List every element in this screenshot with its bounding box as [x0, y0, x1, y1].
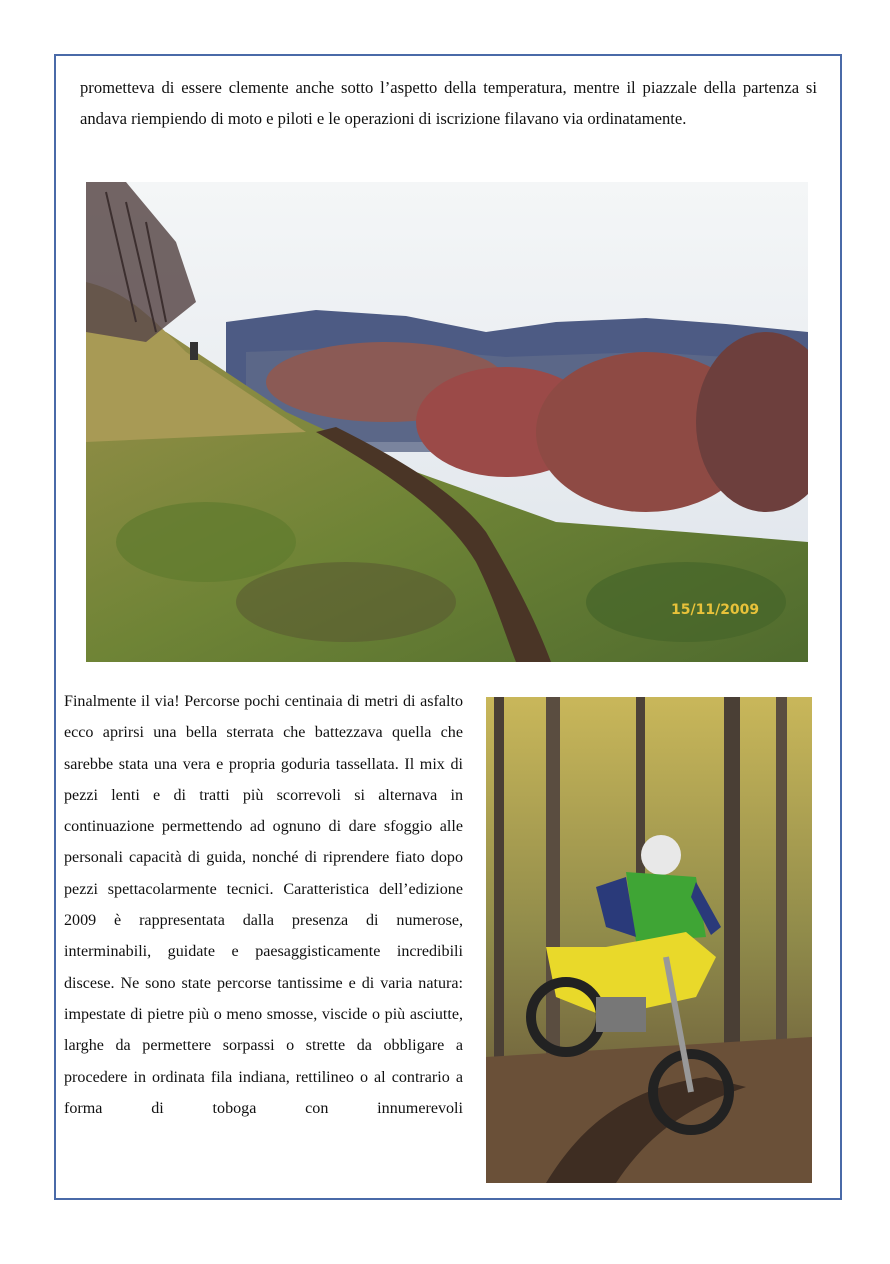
date-stamp: 15/11/2009: [671, 602, 760, 618]
enduro-rider-photo: [486, 697, 812, 1183]
hillside-trail-photo: [86, 182, 808, 662]
intro-paragraph: prometteva di essere clemente anche sotto l’aspetto della temperatura, mentre il piazzale della partenza si andava riempiendo di moto e piloti e le operazioni di iscrizione filavano via ordinatamente.: [80, 78, 817, 128]
body-paragraph: Finalmente il via! Percorse pochi centinaia di metri di asfalto ecco aprirsi una bella sterrata che battezzava quella che sarebbe stata una vera e propria goduria tassellata. Il mix di pezzi lenti e di tratti più scorrevoli si alternava in continuazione permettendo ad ognuno di dare sfoggio alle personali capacità di guida, nonché di riprendere fiato dopo pezzi spettacolarmente tecnici. Caratteristica dell’edizione 2009 è rappresentata dalla presenza di numerose, interminabili, guidate e paesaggisticamente incredibili discese. Ne sono state percorse tantissime e di varia natura: impestate di pietre più o meno smosse, viscide o più asciutte, larghe da permettere sorpassi o strette da obbligare a procedere in ordinata fila indiana, rettilineo o al contrario a forma di toboga con innumerevoli: [64, 693, 463, 1117]
